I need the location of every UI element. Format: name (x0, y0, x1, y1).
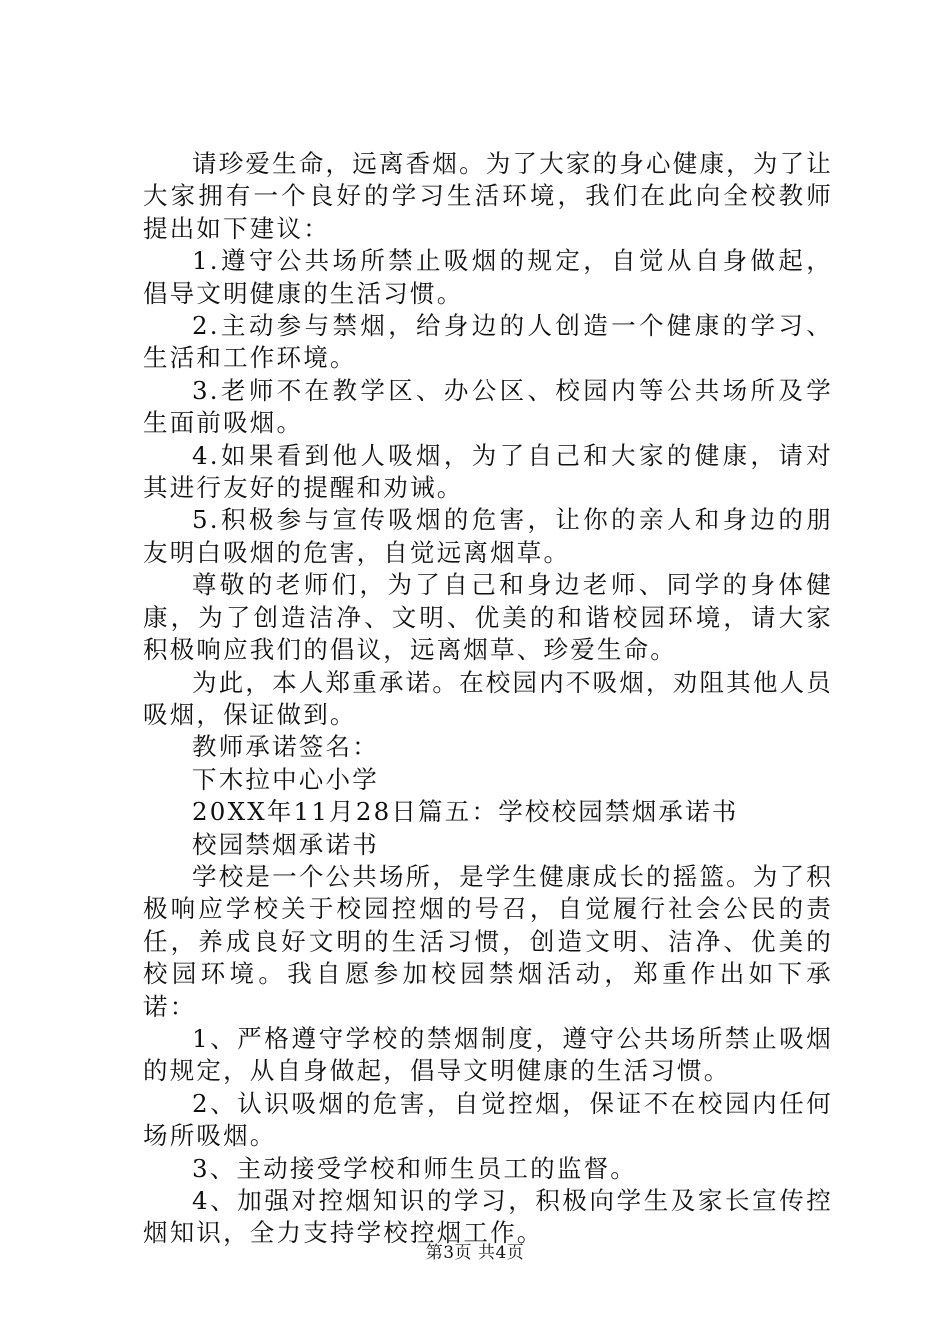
paragraph-item-3: 3.老师不在教学区、办公区、校园内等公共场所及学生面前吸烟。 (143, 375, 833, 438)
paragraph-item-2: 2.主动参与禁烟，给身边的人创造一个健康的学习、生活和工作环境。 (143, 311, 833, 373)
paragraph-appeal: 尊敬的老师们，为了自己和身边老师、同学的身体健康，为了创造洁净、文明、优美的和谐校园环境，请大家积极响应我们的倡议，远离烟草、珍爱生命。 (143, 570, 833, 665)
date-and-section-title: 20XX年11月28日篇五：学校校园禁烟承诺书 (192, 797, 739, 827)
section-heading: 校园禁烟承诺书 (192, 829, 379, 859)
school-name: 下木拉中心小学 (192, 764, 379, 794)
paragraph-item-1: 1.遵守公共场所禁止吸烟的规定，自觉从自身做起，倡导文明健康的生活习惯。 (143, 246, 833, 308)
paragraph-intro: 请珍爱生命，远离香烟。为了大家的身心健康，为了让大家拥有一个良好的学习生活环境，我们在此向全校教师提出如下建议： (143, 149, 833, 243)
document-body (143, 148, 833, 1250)
page-number: 第3页 共4页 (425, 1243, 525, 1263)
pledge-item-1: 1、严格遵守学校的禁烟制度，遵守公共场所禁止吸烟的规定，从自身做起，倡导文明健康的生活习惯。 (143, 1023, 833, 1086)
pledge-item-2: 2、认识吸烟的危害，自觉控烟，保证不在校园内任何场所吸烟。 (143, 1088, 833, 1151)
paragraph-school-intro: 学校是一个公共场所，是学生健康成长的摇篮。为了积极响应学校关于校园控烟的号召，自觉履行社会公民的责任，养成良好文明的生活习惯，创造文明、洁净、优美的校园环境。我自愿参加校园禁烟活动，郑重作出如下承诺： (143, 861, 833, 1021)
paragraph-item-4: 4.如果看到他人吸烟，为了自己和大家的健康，请对其进行友好的提醒和劝诫。 (143, 440, 833, 503)
paragraph-pledge: 为此，本人郑重承诺。在校园内不吸烟，劝阻其他人员吸烟，保证做到。 (143, 667, 833, 729)
signature-label: 教师承诺签名： (192, 732, 379, 762)
pledge-item-3: 3、主动接受学校和师生员工的监督。 (192, 1153, 637, 1183)
paragraph-item-5: 5.积极参与宣传吸烟的危害，让你的亲人和身边的朋友明白吸烟的危害，自觉远离烟草。 (143, 505, 833, 567)
pledge-item-4: 4、加强对控烟知识的学习，积极向学生及家长宣传控烟知识，全力支持学校控烟工作。 (143, 1186, 833, 1248)
